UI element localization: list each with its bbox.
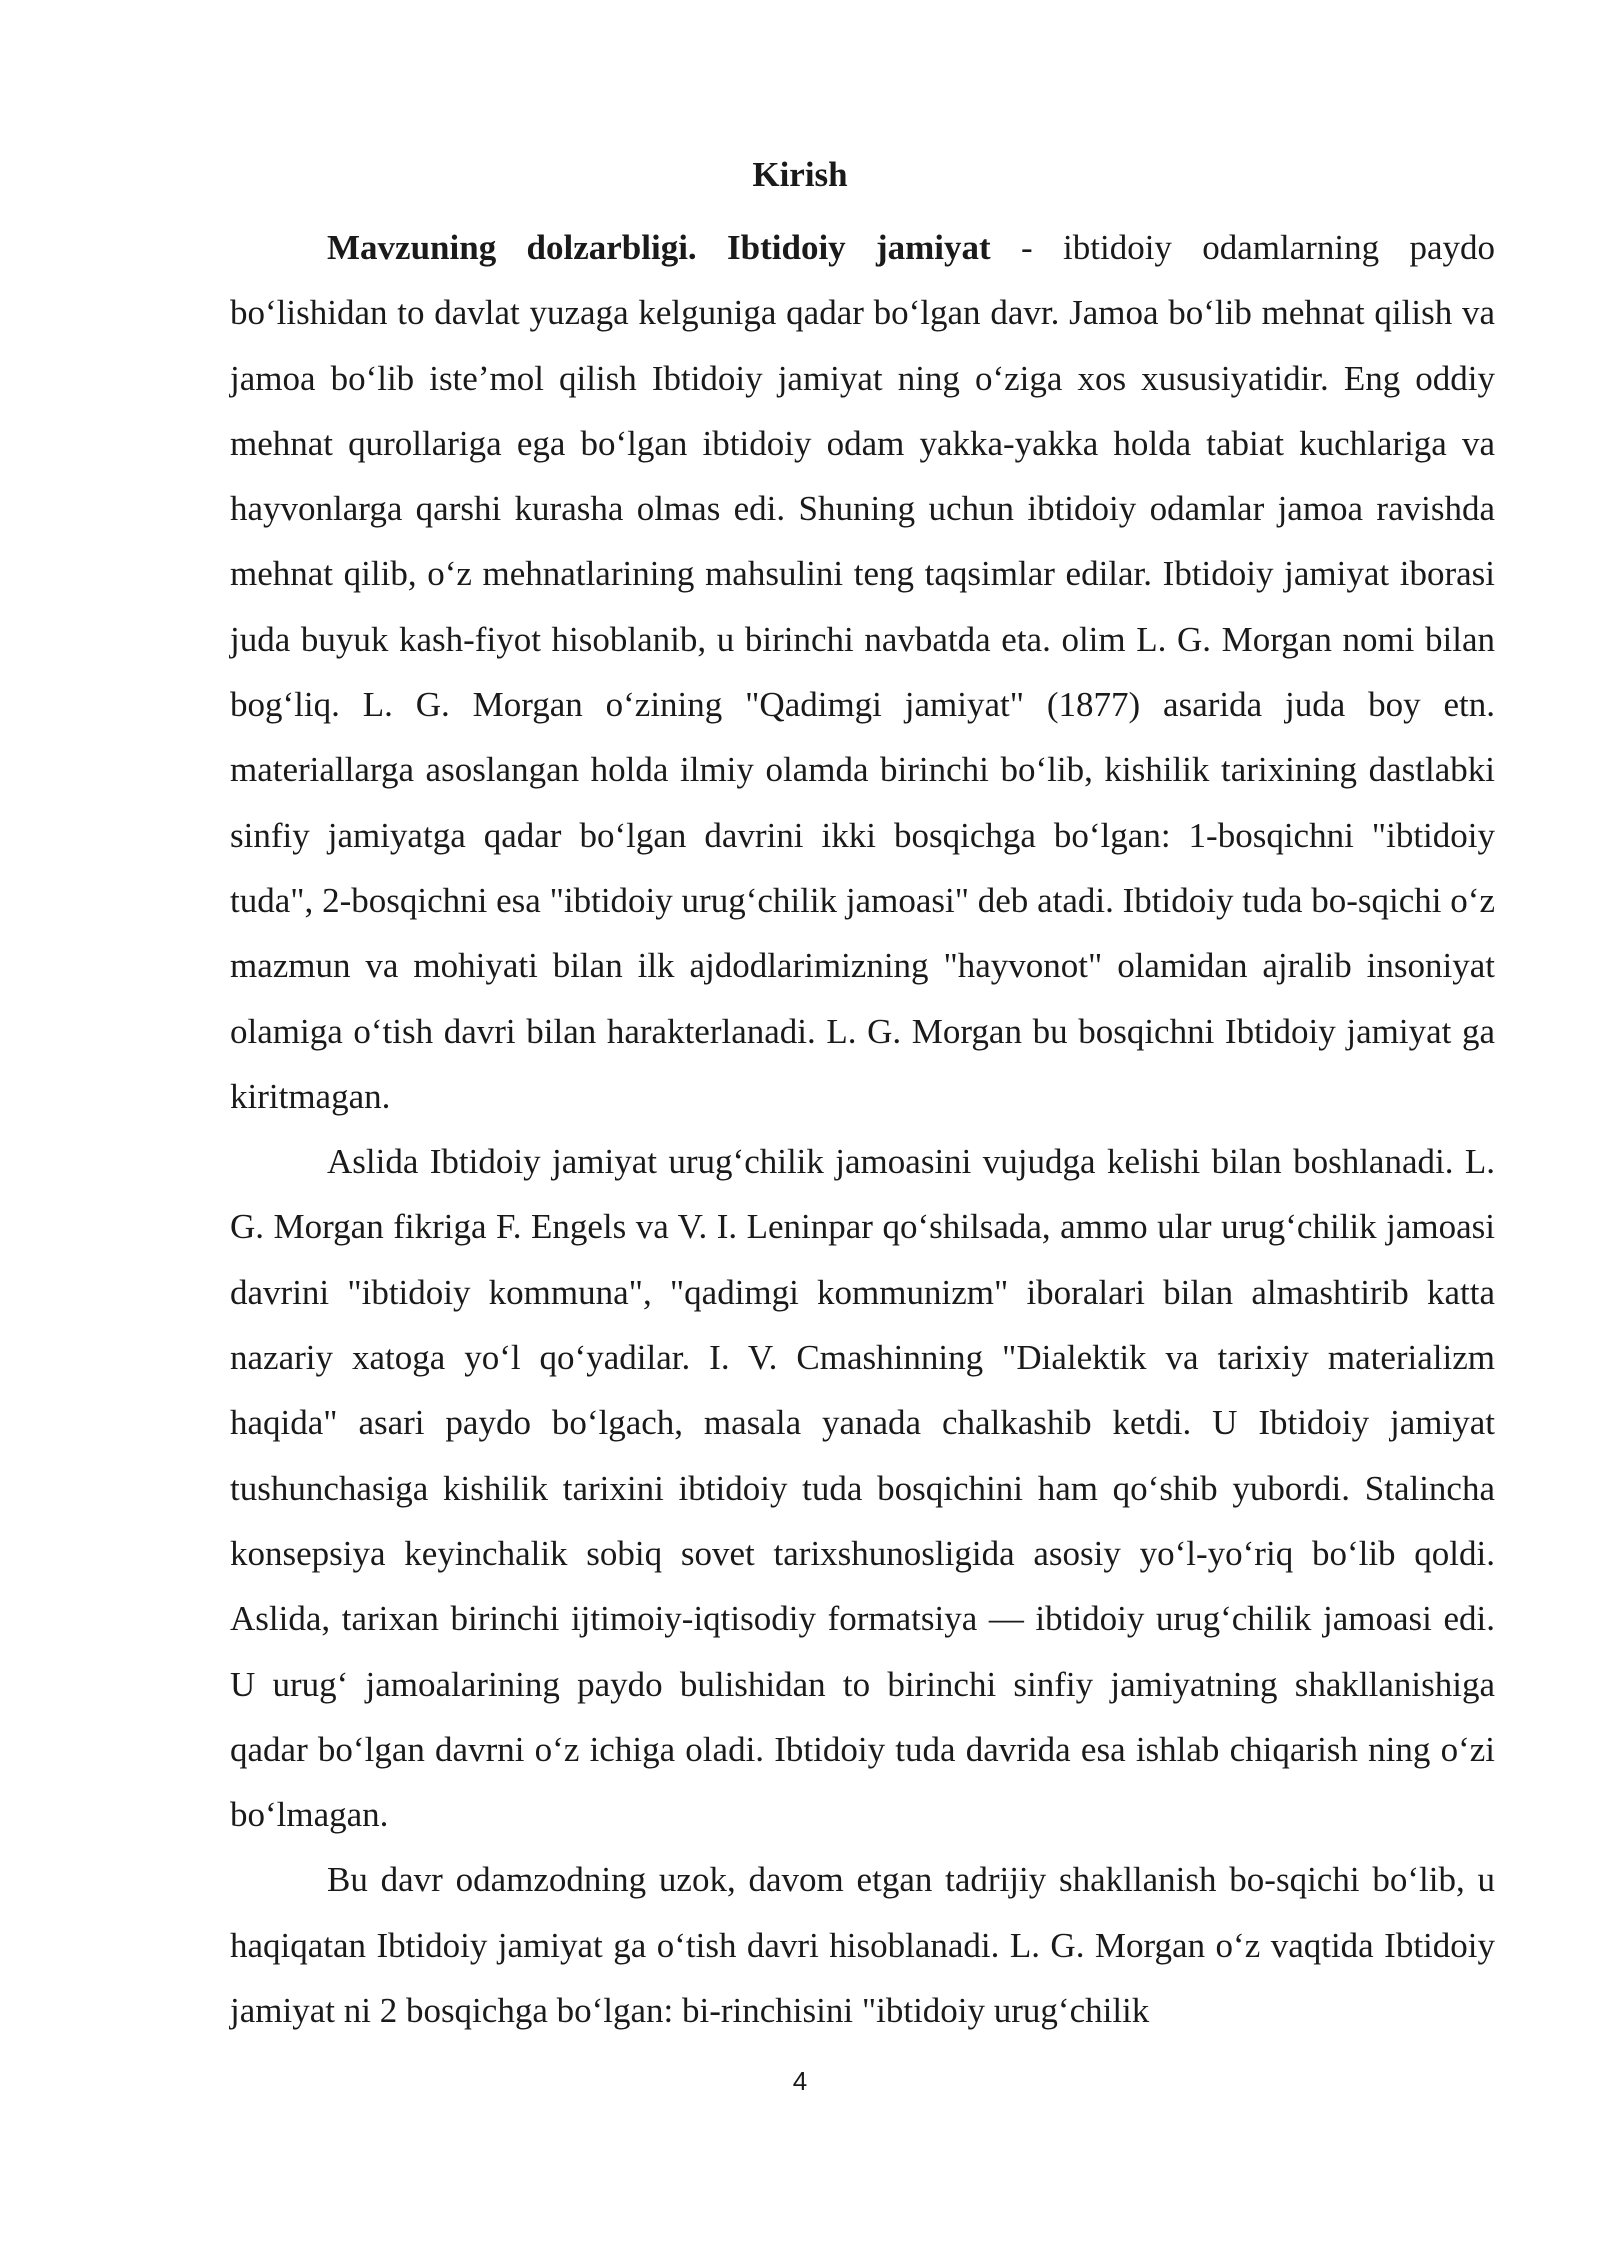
paragraph-3: Bu davr odamzodning uzok, davom etgan tadrijiy shakllanish bo-sqichi boʻlib, u haqiqatan Ibtidoiy jamiyat ga oʻtish davri hisoblanadi. L. G. Morgan oʻz vaqtida Ibtidoiy jamiyat ni 2 bosqichga boʻlgan: bi-rinchisini "ibtidoiy urugʻchilik xyxy=(230,1860,1495,2031)
paragraph-lead-topic: Mavzuning dolzarbligi. xyxy=(327,228,697,267)
body-text xyxy=(230,215,1495,2043)
section-title: Kirish xyxy=(752,155,848,194)
page-number: 4 xyxy=(792,2066,808,2096)
paragraph-1-text: - ibtidoiy odamlarning paydo boʻlishidan to davlat yuzaga kelguniga qadar boʻlgan davr. Jamoa boʻlib mehnat qilish va jamoa boʻlib isteʼmol qilish Ibtidoiy jamiyat ning oʻziga xos xususiyatidir. Eng oddiy mehnat qurollariga ega boʻlgan ibtidoiy odam yakka-yakka holda tabiat kuchlariga va hayvonlarga qarshi kurasha olmas edi. Shuning uchun ibtidoiy odamlar jamoa ravishda mehnat qilib, oʻz mehnatlarining mahsulini teng taqsimlar edilar. Ibtidoiy jamiyat iborasi juda buyuk kash-fiyot hisoblanib, u birinchi navbatda eta. olim L. G. Morgan nomi bilan bogʻliq. L. G. Morgan oʻzining "Qadimgi jamiyat" (1877) asarida juda boy etn. materiallarga asoslangan holda ilmiy olamda birinchi boʻlib, kishilik tarixining dastlabki sinfiy jamiyatga qadar boʻlgan davrini ikki bosqichga boʻlgan: 1-bosqichni "ibtidoiy tuda", 2-bosqichni esa "ibtidoiy urugʻchilik jamoasi" deb atadi. Ibtidoiy tuda bo-sqichi oʻz mazmun va mohiyati bilan ilk ajdodlarimizning "hayvonot" olamidan ajralib insoniyat olamiga oʻtish davri bilan harakterlanadi. L. G. Morgan bu bosqichni Ibtidoiy jamiyat ga kiritmagan. xyxy=(230,228,1496,1116)
paragraph-2: Aslida Ibtidoiy jamiyat urugʻchilik jamoasini vujudga kelishi bilan boshlanadi. L. G. Morgan fikriga F. Engels va V. I. Leninpar qoʻshilsada, ammo ular urugʻchilik jamoasi davrini "ibtidoiy kommuna", "qadimgi kommunizm" iboralari bilan almashtirib katta nazariy xatoga yoʻl qoʻyadilar. I. V. Cmashinning "Dialektik va tarixiy materializm haqida" asari paydo boʻlgach, masala yanada chalkashib ketdi. U Ibtidoiy jamiyat tushunchasiga kishilik tarixini ibtidoiy tuda bosqichini ham qoʻshib yubordi. Stalincha konsepsiya keyinchalik sobiq sovet tarixshunosligida asosiy yoʻl-yoʻriq boʻlib qoldi. Aslida, tarixan birinchi ijtimoiy-iqtisodiy formatsiya — ibtidoiy urugʻchilik jamoasi edi. U urugʻ jamoalarining paydo bulishidan to birinchi sinfiy jamiyatning shakllanishiga qadar boʻlgan davrni oʻz ichiga oladi. Ibtidoiy tuda davrida esa ishlab chiqarish ning oʻzi boʻlmagan. xyxy=(230,1142,1495,1835)
paragraph-lead-term: Ibtidoiy jamiyat xyxy=(727,228,991,267)
paragraph-1 xyxy=(230,215,1495,1129)
